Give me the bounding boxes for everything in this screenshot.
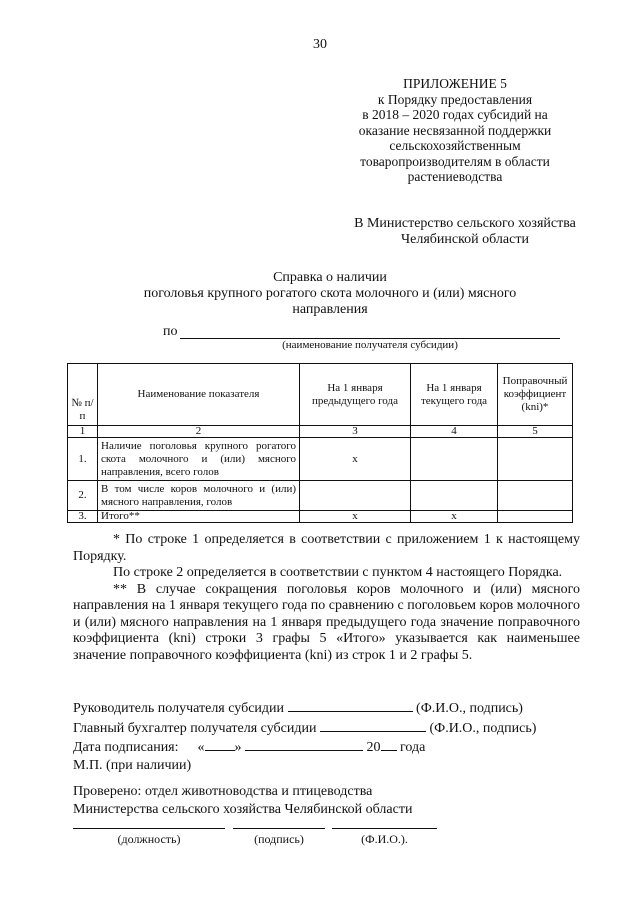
head-signature-field[interactable] [288, 698, 413, 712]
date-month-field[interactable] [245, 737, 363, 751]
appendix-line: растениеводства [407, 169, 503, 184]
head-label: Руководитель получателя субсидии [73, 701, 285, 716]
title-line-2: поголовья крупного рогатого скота молочного и (или) мясного [143, 286, 517, 301]
recipient-caption: (наименование получателя субсидии) [282, 339, 458, 351]
accountant-signature-field[interactable] [320, 718, 426, 732]
verification-block [73, 783, 580, 818]
date-row [73, 737, 580, 757]
row-cell-curr[interactable] [411, 481, 498, 511]
header-no: № п/п [68, 364, 98, 426]
head-suffix: (Ф.И.О., подпись) [416, 701, 523, 716]
table-row [68, 481, 573, 511]
position-field[interactable] [73, 828, 225, 829]
accountant-suffix: (Ф.И.О., подпись) [429, 720, 537, 736]
footnotes [73, 532, 580, 664]
col-number: 4 [411, 426, 498, 438]
date-day-field[interactable] [205, 737, 235, 751]
addressee-line-2: Челябинской области [401, 232, 529, 247]
header-indicator: Наименование показателя [98, 364, 300, 426]
addressee-line-1: В Министерство сельского хозяйства [354, 216, 576, 231]
appendix-line: сельскохозяйственным [389, 138, 521, 153]
year-prefix: 20 [366, 740, 381, 755]
fio-caption: (Ф.И.О.). [361, 832, 408, 846]
header-prev-year: На 1 января предыдущего года [300, 364, 411, 426]
footnote-1: * По строке 1 определяется в соответствии с приложением 1 к настоящему Порядку. [73, 532, 580, 564]
page-number: 30 [313, 37, 327, 52]
row-no: 1. [68, 438, 98, 481]
addressee [330, 216, 600, 248]
row-cell-prev: х [300, 438, 411, 481]
document-title [80, 270, 580, 318]
row-cell-coef[interactable] [498, 438, 573, 481]
col-number: 3 [300, 426, 411, 438]
date-close-quote: » [234, 740, 242, 755]
row-name: Наличие поголовья крупного рогатого скота молочного и (или) мясного направления, всего голов [98, 438, 300, 481]
date-open-quote: « [197, 740, 205, 755]
row-cell-curr: х [411, 511, 498, 523]
header-coef: Поправочный коэффициент (kni)* [498, 364, 573, 426]
col-number: 5 [498, 426, 573, 438]
appendix-line: в 2018 – 2020 годах субсидий на [362, 107, 548, 122]
row-name: Итого** [98, 511, 300, 523]
footnote-3: ** В случае сокращения поголовья коров молочного и (или) мясного направления на 1 января текущего года по сравнению с поголовьем коров молочного и (или) мясного направления на 1 января предыдущего года значение поправочного коэффициента (kni) строки 3 графы 5 «Итого» указывается как наименьшее значение поправочного коэффициента (kni) из строк 1 и 2 графы 5. [73, 581, 580, 663]
col-number: 2 [98, 426, 300, 438]
appendix-line: товаропроизводителям в области [360, 153, 550, 169]
table-column-numbers [68, 426, 573, 438]
row-name: В том числе коров молочного и (или) мясного направления, голов [98, 481, 300, 511]
row-cell-curr[interactable] [411, 438, 498, 481]
accountant-label: Главный бухгалтер получателя субсидии [73, 720, 317, 736]
header-curr-year: На 1 января текущего года [411, 364, 498, 426]
verification-line-2: Министерства сельского хозяйства Челябинской области [73, 801, 413, 817]
stamp-note: М.П. (при наличии) [73, 757, 192, 773]
footnote-2: По строке 2 определяется в соответствии с пунктом 4 настоящего Порядка. [113, 565, 563, 580]
verification-line-1: Проверено: отдел животноводства и птицеводства [73, 784, 373, 799]
table-row [68, 438, 573, 481]
po-label: по [163, 324, 178, 339]
appendix-header [330, 76, 580, 185]
title-line-1: Справка о наличии [273, 270, 387, 285]
row-cell-prev: х [300, 511, 411, 523]
fio-field[interactable] [332, 828, 437, 829]
appendix-line: оказание несвязанной поддержки [358, 122, 552, 138]
signature-field[interactable] [233, 828, 325, 829]
row-cell-prev[interactable] [300, 481, 411, 511]
col-number: 1 [68, 426, 98, 438]
row-cell-coef[interactable] [498, 511, 573, 523]
title-line-3: направления [292, 302, 368, 317]
appendix-line: ПРИЛОЖЕНИЕ 5 [403, 76, 507, 91]
year-suffix: года [400, 740, 426, 755]
position-caption: (должность) [117, 832, 181, 846]
head-signature-row [73, 698, 580, 718]
accountant-signature-row [73, 718, 580, 738]
row-no: 2. [68, 481, 98, 511]
date-label: Дата подписания: [73, 740, 179, 755]
table-header-row [68, 364, 573, 426]
appendix-line: к Порядку предоставления [377, 91, 533, 107]
row-cell-coef[interactable] [498, 481, 573, 511]
signature-caption: (подпись) [254, 832, 304, 846]
table-row [68, 511, 573, 523]
signature-block [73, 698, 580, 774]
row-no: 3. [68, 511, 98, 523]
livestock-table [67, 363, 573, 523]
date-year-field[interactable] [381, 737, 397, 751]
